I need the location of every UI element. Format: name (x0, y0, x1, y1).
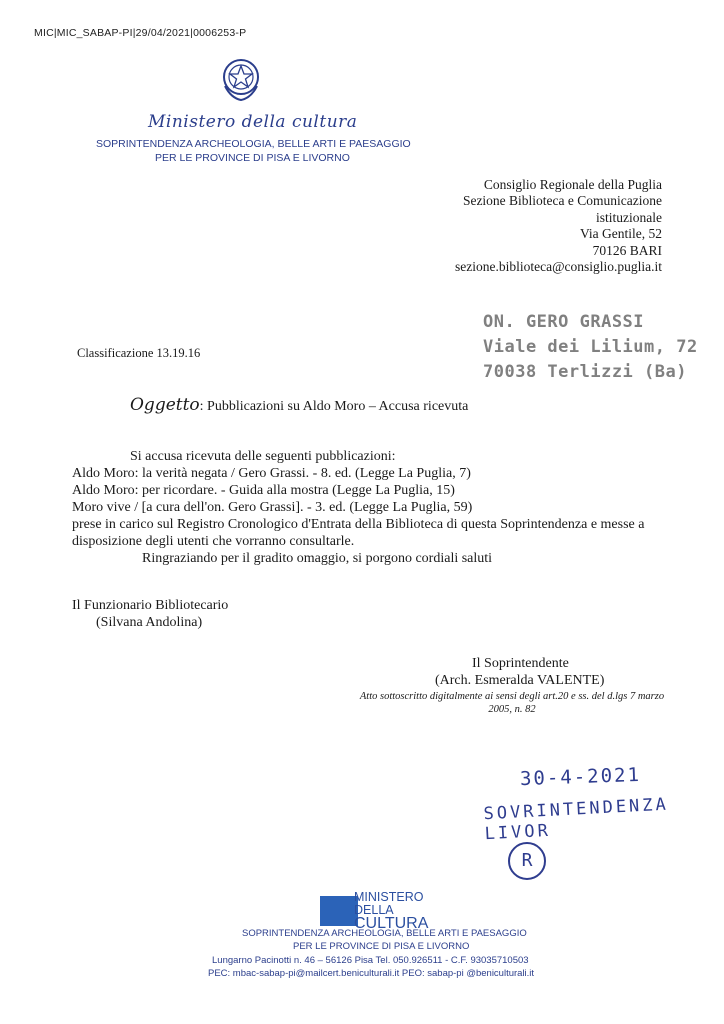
stamp-line: Viale dei Lilium, 72 (483, 337, 698, 357)
logo-text: DELLA (354, 903, 394, 917)
classification: Classificazione 13.19.16 (77, 346, 201, 360)
office-name-line1: SOPRINTENDENZA ARCHEOLOGIA, BELLE ARTI E PAESAGGIO (96, 138, 411, 150)
recipient-line: istituzionale (596, 209, 662, 225)
librarian-signature (72, 597, 228, 631)
subject-label: Oggetto (130, 395, 200, 415)
publication-item: Moro vive / [a cura dell'on. Gero Grassi]. - 3. ed. (Legge La Puglia, 59) (72, 500, 473, 515)
footer-office-line1: SOPRINTENDENZA ARCHEOLOGIA, BELLE ARTI E PAESAGGIO (242, 928, 527, 939)
body-registered: prese in carico sul Registro Cronologico d'Entrata della Biblioteca di questa Soprintendenza e messe a disposizione degli utenti che vorranno consultarle. (72, 517, 645, 549)
digital-signature-note: Atto sottoscritto digitalmente ai sensi degli art.20 e ss. del d.lgs 7 marzo 2005, n. 82 (359, 691, 665, 715)
protocol-number: MIC|MIC_SABAP-PI|29/04/2021|0006253-P (34, 27, 247, 39)
letter-body (72, 448, 672, 567)
publication-item: Aldo Moro: la verità negata / Gero Grassi. - 8. ed. (Legge La Puglia, 7) (72, 466, 471, 481)
office-name-line2: PER LE PROVINCE DI PISA E LIVORNO (155, 152, 350, 164)
superintendent-name: (Arch. Esmeralda VALENTE) (435, 673, 605, 688)
address-stamp (483, 310, 698, 385)
handwritten-office: SOVRINTENDENZA LIVOR (483, 794, 670, 845)
subject-text: : Pubblicazioni su Aldo Moro – Accusa ricevuta (199, 399, 469, 414)
logo-square-icon (320, 896, 358, 926)
footer-office-line2: PER LE PROVINCE DI PISA E LIVORNO (293, 941, 470, 952)
recipient-line: 70126 BARI (592, 242, 662, 258)
stamp-line: ON. GERO GRASSI (483, 312, 645, 332)
italian-republic-emblem-icon (219, 56, 263, 102)
recipient-line: Sezione Biblioteca e Comunicazione (462, 193, 662, 209)
body-intro: Si accusa ricevuta delle seguenti pubblicazioni: (130, 449, 396, 464)
signer-role: Il Funzionario Bibliotecario (72, 598, 229, 613)
publication-item: Aldo Moro: per ricordare. - Guida alla mostra (Legge La Puglia, 15) (72, 483, 455, 498)
logo-text: CULTURA (354, 915, 429, 932)
recipient-line: Via Gentile, 52 (579, 226, 662, 242)
stamp-line: 70038 Terlizzi (Ba) (483, 362, 687, 382)
subject-line (130, 395, 468, 415)
handwritten-circled-mark: R (508, 842, 546, 880)
ministry-name: Ministero della cultura (148, 112, 358, 132)
recipient-address (440, 177, 662, 275)
signer-name: (Silvana Andolina) (96, 615, 203, 630)
body-thanks: Ringraziando per il gradito omaggio, si porgono cordiali saluti (142, 551, 493, 566)
recipient-email: sezione.biblioteca@consiglio.puglia.it (454, 259, 662, 275)
superintendent-role: Il Soprintendente (472, 656, 569, 671)
footer-pec: PEC: mbac-sabap-pi@mailcert.beniculturali.it PEO: sabap-pi @beniculturali.it (208, 968, 535, 979)
footer-address: Lungarno Pacinotti n. 46 – 56126 Pisa Tel. 050.926511 - C.F. 93035710503 (212, 955, 529, 966)
recipient-line: Consiglio Regionale della Puglia (483, 177, 662, 192)
logo-text: MINISTERO (354, 890, 424, 904)
handwritten-date: 30-4-2021 (519, 763, 642, 791)
